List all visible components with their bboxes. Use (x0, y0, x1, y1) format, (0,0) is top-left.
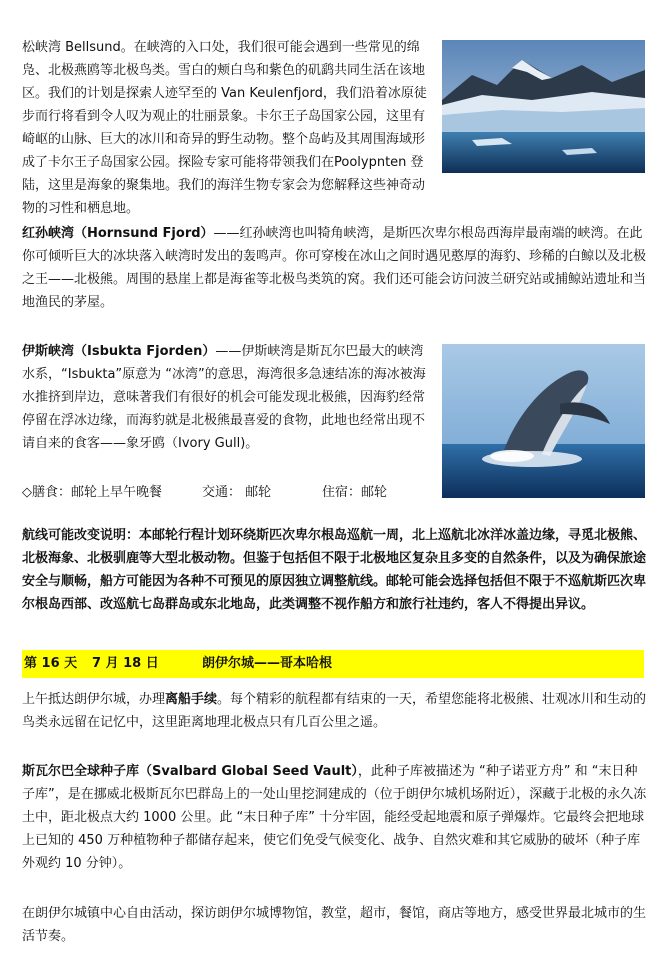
departure-text-post: 。每个精彩的航程都有结束的一天，希望您能将北极熊、壮观冰川和生动的鸟类永远留在记忆中，这里距离地理北极点只有几百公里之遥。 (22, 692, 647, 730)
hornsund-text: ——红孙峡湾也叫犄角峡湾，是斯匹次卑尔根岛西海岸最南端的峡湾。在此你可倾听巨大的冰块落入峡湾时发出的轰鸣声。你可穿梭在冰山之间时遇见憨厚的海豹、珍稀的白鲸以及北极之王——北极熊。周围的悬崖上都是海雀等北极鸟类筑的窝。我们还可能会访问波兰研究站或捕鲸站遗址和当地渔民的茅屋。 (22, 226, 647, 310)
isbukta-paragraph (22, 340, 432, 455)
departure-text-pre: 上午抵达朗伊尔城，办理 (22, 692, 166, 707)
day-header (24, 652, 644, 675)
hornsund-paragraph (22, 222, 648, 314)
bellsund-text: 。在峡湾的入口处，我们很可能会遇到一些常见的绵凫、北极燕鸥等北极鸟类。雪白的颊白鸟和紫色的矶鹞共同生活在该地区。我们的计划是探索人迹罕至的 Van Keulenfjord，我们沿着冰原徒步而行将看到令人叹为观止的壮丽景象。卡尔王子岛国家公园，这里有崎岖的山脉、巨大的冰川和奇异的野生动物。整个岛屿及其周围海域形成了卡尔王子岛国家公园。探险专家可能将带领我们在Poolypnten 登陆，这里是海象的聚集地。我们的海洋生物专家会为您解释这些神奇动物的习性和栖息地。 (22, 40, 427, 216)
disembark-procedure: 离船手续 (165, 692, 218, 707)
day-info-line (22, 481, 442, 504)
bullet-glyph: ◇ (22, 485, 32, 500)
day-number: 第 16 天 (24, 656, 78, 671)
bellsund-paragraph (22, 36, 432, 220)
town-paragraph: 在朗伊尔城镇中心自由活动，探访朗伊尔城博物馆，教堂，超市，餐馆，商店等地方，感受世界最北城市的生活节奏。 (22, 906, 647, 944)
bellsund-heading: 松峡湾 Bellsund (22, 40, 121, 55)
lodging-text: 住宿：邮轮 (322, 485, 388, 500)
glacier-photo (442, 40, 645, 173)
whale-photo (442, 344, 645, 498)
hornsund-heading: 红孙峡湾（Hornsund Fjord） (22, 226, 214, 241)
route-change-notice: 航线可能改变说明：本邮轮行程计划环绕斯匹次卑尔根岛巡航一周，北上巡航北冰洋冰盖边缘，寻觅北极熊、北极海象、北极驯鹿等大型北极动物。但鉴于包括但不限于北极地区复杂且多变的自然条件，以及为确保旅途安全与顺畅，船方可能因为各种不可预见的原因独立调整航线。邮轮可能会选择包括但不限于不巡航斯匹次卑尔根岛西部、改巡航七岛群岛或东北地岛，此类调整不视作船方和旅行社违约，客人不得提出异议。 (22, 528, 647, 612)
day-date: 7 月 18 日 (92, 656, 159, 671)
seed-vault-paragraph (22, 760, 648, 875)
seed-vault-heading: 斯瓦尔巴全球种子库（Svalbard Global Seed Vault） (22, 764, 358, 779)
isbukta-heading: 伊斯峡湾（Isbukta Fjorden） (22, 344, 216, 359)
isbukta-text: ——伊斯峡湾是斯瓦尔巴最大的峡湾水系，“Isbukta”原意为 “冰湾”的意思，海湾很多急速结冻的海冰被海水推挤到岸边，意味著我们有很好的机会可能发现北极熊，因海豹经常停留在浮冰边缘，而海豹就是北极熊最喜爱的食物，此地也经常出现不请自来的食客——象牙鸥（Ivory Gull)。 (22, 344, 426, 451)
meals-text: 膳食：邮轮上早午晚餐 (32, 485, 163, 500)
transport-text: 交通： 邮轮 (202, 485, 272, 500)
day-route: 朗伊尔城——哥本哈根 (202, 656, 333, 671)
seed-vault-text: ，此种子库被描述为 “种子诺亚方舟” 和 “末日种子库”，是在挪威北极斯瓦尔巴群岛上的一处山里挖洞建成的（位于朗伊尔城机场附近），深藏于北极的永久冻土中，距北极点大约 1000 公里。此 “末日种子库” 十分牢固，能经受起地震和原子弹爆炸。它最终会把地球上已知的 450 万种植物种子都储存起来，使它们免受气候变化、战争、自然灾难和其它威胁的破坏（种子库外观约 10 分钟）。 (22, 764, 647, 871)
departure-paragraph (22, 688, 648, 734)
